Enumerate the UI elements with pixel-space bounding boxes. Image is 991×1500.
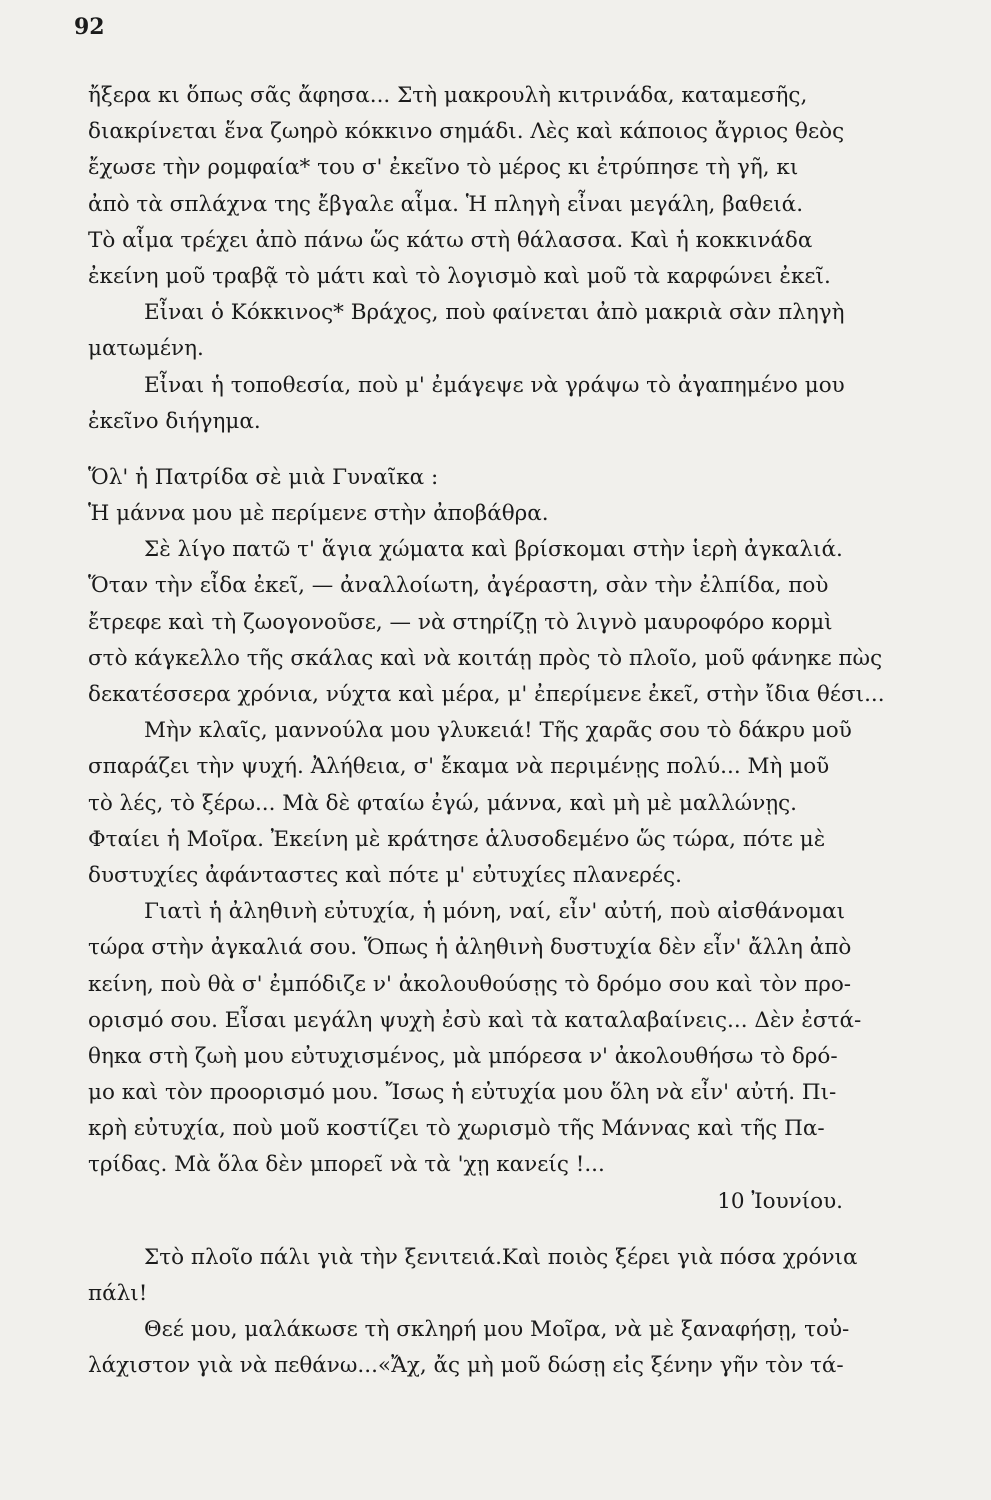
text-line: δυστυχίες ἀφάνταστες καὶ πότε μ' εὐτυχίες πλανερές. [88, 862, 682, 888]
paragraph-p5 [88, 532, 943, 568]
text-line: ἐκεῖνο διήγημα. [88, 408, 261, 434]
body-text [88, 78, 943, 1385]
text-line: διακρίνεται ἕνα ζωηρὸ κόκκινο σημάδι. Λὲς καὶ κάποιος ἄγριος θεὸς [88, 119, 845, 145]
page-number: 92 [74, 14, 105, 40]
paragraph-p4 [88, 460, 943, 532]
text-line: δεκατέσσερα χρόνια, νύχτα καὶ μέρα, μ' ἐπερίμενε ἐκεῖ, στὴν ἴδια θέσι... [88, 682, 885, 707]
paragraph-p8 [88, 894, 943, 1184]
paragraph-p2 [88, 295, 943, 367]
text-line: τώρα στὴν ἀγκαλιά σου. Ὅπως ἡ ἀληθινὴ δυστυχία δὲν εἶν' ἄλλη ἀπὸ [88, 935, 852, 961]
text-line: ἔχωσε τὴν ρομφαία* του σ' ἐκεῖνο τὸ μέρος κι ἐτρύπησε τὴ γῆ, κι [88, 155, 799, 181]
text-line: στὸ κάγκελλο τῆς σκάλας καὶ νὰ κοιτάῃ πρὸς τὸ πλοῖο, μοῦ φάνηκε πὼς [88, 645, 883, 671]
text-line: Εἶναι ὁ Κόκκινος* Βράχος, ποὺ φαίνεται ἀπὸ μακριὰ σὰν πληγὴ [144, 300, 845, 326]
text-line: σπαράζει τὴν ψυχή. Ἀλήθεια, σ' ἔκαμα νὰ περιμένῃς πολύ... Μὴ μοῦ [88, 754, 830, 780]
text-line: θηκα στὴ ζωὴ μου εὐτυχισμένος, μὰ μπόρεσα ν' ἀκολουθήσω τὸ δρό- [88, 1043, 838, 1069]
text-line: λάχιστον γιὰ νὰ πεθάνω...«Ἄχ, ἄς μὴ μοῦ δώσῃ εἰς ξένην γῆν τὸν τά- [88, 1353, 844, 1379]
text-line: Θεέ μου, μαλάκωσε τὴ σκληρή μου Μοῖρα, νὰ μὲ ξαναφήσῃ, τοὐ- [144, 1317, 850, 1343]
text-line: Ὅταν τὴν εἶδα ἐκεῖ, — ἀναλλοίωτη, ἀγέραστη, σὰν τὴν ἐλπίδα, ποὺ [88, 573, 829, 599]
date-line: 10 Ἰουνίου. [717, 1188, 843, 1214]
text-line: Τὸ αἷμα τρέχει ἀπὸ πάνω ὥς κάτω στὴ θάλασσα. Καὶ ἡ κοκκινάδα [88, 227, 813, 253]
text-line: μο καὶ τὸν προορισμό μου. Ἴσως ἡ εὐτυχία μου ὅλη νὰ εἶν' αὐτή. Πι- [88, 1080, 837, 1106]
text-line: Σὲ λίγο πατῶ τ' ἅγια χώματα καὶ βρίσκομαι στὴν ἱερὴ ἀγκαλιά. [144, 537, 843, 563]
text-line: Φταίει ἡ Μοῖρα. Ἐκείνη μὲ κράτησε ἁλυσοδεμένο ὥς τώρα, πότε μὲ [88, 826, 826, 852]
text-line: πάλι! [88, 1281, 148, 1306]
text-line: ἔτρεφε καὶ τὴ ζωογονοῦσε, — νὰ στηρίζῃ τὸ λιγνὸ μαυροφόρο κορμὶ [88, 609, 833, 635]
text-line: κείνη, ποὺ θὰ σ' ἐμπόδιζε ν' ἀκολουθούσῃς τὸ δρόμο σου καὶ τὸν προ- [88, 971, 852, 997]
text-line: ματωμένη. [88, 336, 204, 362]
paragraph-p1 [88, 78, 943, 295]
paragraph-p6 [88, 568, 943, 713]
text-line: Ὅλ' ἡ Πατρίδα σὲ μιὰ Γυναῖκα : [88, 464, 439, 490]
text-line: Στὸ πλοῖο πάλι γιὰ τὴν ξενιτειά.Καὶ ποιὸς ξέρει γιὰ πόσα χρόνια [144, 1244, 858, 1270]
text-line: κρὴ εὐτυχία, ποὺ μοῦ κοστίζει τὸ χωρισμὸ τῆς Μάννας καὶ τῆς Πα- [88, 1116, 825, 1142]
text-line: Γιατὶ ἡ ἀληθινὴ εὐτυχία, ἡ μόνη, ναί, εἶν' αὐτή, ποὺ αἰσθάνομαι [144, 899, 846, 925]
text-line: τὸ λές, τὸ ξέρω... Μὰ δὲ φταίω ἐγώ, μάννα, καὶ μὴ μὲ μαλλώνῃς. [88, 790, 798, 816]
text-line: ἀπὸ τὰ σπλάχνα της ἔβγαλε αἷμα. Ἡ πληγὴ εἶναι μεγάλη, βαθειά. [88, 191, 804, 217]
paragraph-gap [88, 1220, 943, 1240]
text-line: Ἡ μάννα μου μὲ περίμενε στὴν ἀποβάθρα. [88, 501, 549, 527]
text-line: Εἶναι ἡ τοποθεσία, ποὺ μ' ἐμάγεψε νὰ γράψω τὸ ἀγαπημένο μου [144, 372, 845, 398]
text-line: ορισμό σου. Εἶσαι μεγάλη ψυχὴ ἐσὺ καὶ τὰ καταλαβαίνεις... Δὲν ἐστά- [88, 1007, 862, 1033]
text-line: ἐκείνη μοῦ τραβᾷ τὸ μάτι καὶ τὸ λογισμὸ καὶ μοῦ τὰ καρφώνει ἐκεῖ. [88, 263, 831, 289]
text-line: ἤξερα κι ὅπως σᾶς ἄφησα... Στὴ μακρουλὴ κιτρινάδα, καταμεσῆς, [88, 83, 808, 108]
text-line: Μὴν κλαῖς, μαννούλα μου γλυκειά! Τῆς χαρᾶς σου τὸ δάκρυ μοῦ [144, 718, 852, 744]
paragraph-p10 [88, 1312, 943, 1384]
paragraph-p7 [88, 713, 943, 894]
text-line: τρίδας. Μὰ ὅλα δὲν μπορεῖ νὰ τὰ 'χῃ κανείς !... [88, 1152, 605, 1178]
paragraph-p9 [88, 1240, 943, 1312]
paragraph-gap [88, 440, 943, 460]
paragraph-p3 [88, 368, 943, 440]
